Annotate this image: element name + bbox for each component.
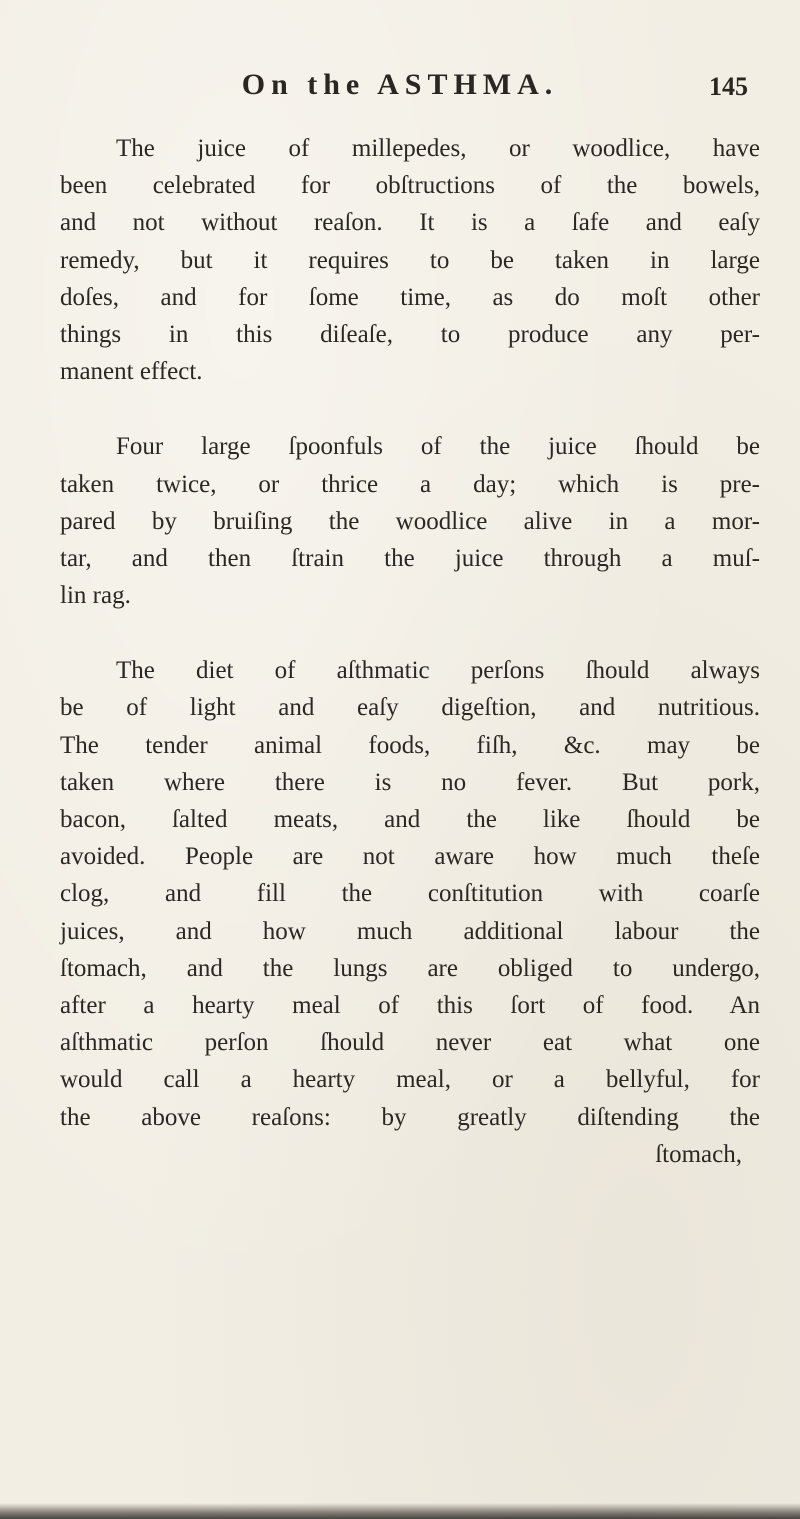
text-line: bacon, ſalted meats, and the like ſhould be xyxy=(60,806,760,833)
text-line: ſtomach, and the lungs are obliged to undergo, xyxy=(60,954,760,982)
text-line: would call a hearty meal, or a bellyful, for xyxy=(60,1066,760,1094)
text-line: Four large ſpoonfuls of the juice ſhould be xyxy=(116,433,760,461)
text-line: aſthmatic perſon ſhould never eat what one xyxy=(60,1029,760,1057)
text-line: taken twice, or thrice a day; which is pre- xyxy=(60,470,760,498)
text-line: the above reaſons: by greatly diſtending the xyxy=(60,1103,760,1131)
text-line: been celebrated for obſtructions of the bowels, xyxy=(60,172,760,200)
paragraph-2 xyxy=(60,428,760,614)
text-line: juices, and how much additional labour the xyxy=(60,917,760,945)
catchword: ſtomach, xyxy=(655,1140,742,1168)
page-number: 145 xyxy=(709,72,748,101)
running-head: On the ASTHMA. xyxy=(241,68,559,101)
text-line: tar, and then ſtrain the juice through a muſ- xyxy=(60,544,760,572)
text-line: be of light and eaſy digeſtion, and nutritious. xyxy=(60,694,760,722)
text-line: things in this diſeaſe, to produce any per- xyxy=(60,320,760,348)
text-line: The diet of aſthmatic perſons ſhould always xyxy=(116,657,760,685)
paragraph-gap xyxy=(60,390,760,428)
paragraph-gap xyxy=(60,614,760,652)
text-line: avoided. People are not aware how much theſe xyxy=(60,843,760,871)
page-edge-shadow xyxy=(0,1503,800,1519)
text-line: The tender animal foods, fiſh, &c. may be xyxy=(60,731,760,759)
text-line: lin rag. xyxy=(60,582,131,610)
text-line: and not without reaſon. It is a ſafe and eaſy xyxy=(60,209,760,237)
text-line: remedy, but it requires to be taken in large xyxy=(60,246,760,274)
text-line: pared by bruiſing the woodlice alive in a mor- xyxy=(60,507,760,535)
text-line: after a hearty meal of this ſort of food. An xyxy=(60,991,760,1019)
text-line: clog, and fill the conſtitution with coarſe xyxy=(60,880,760,908)
text-line: The juice of millepedes, or woodlice, have xyxy=(116,135,760,162)
body-text xyxy=(60,130,760,1173)
paragraph-1 xyxy=(60,130,760,390)
paragraph-3 xyxy=(60,652,760,1135)
text-line: taken where there is no fever. But pork, xyxy=(60,768,760,796)
text-line: manent effect. xyxy=(60,358,203,386)
text-line: doſes, and for ſome time, as do moſt other xyxy=(60,283,760,311)
